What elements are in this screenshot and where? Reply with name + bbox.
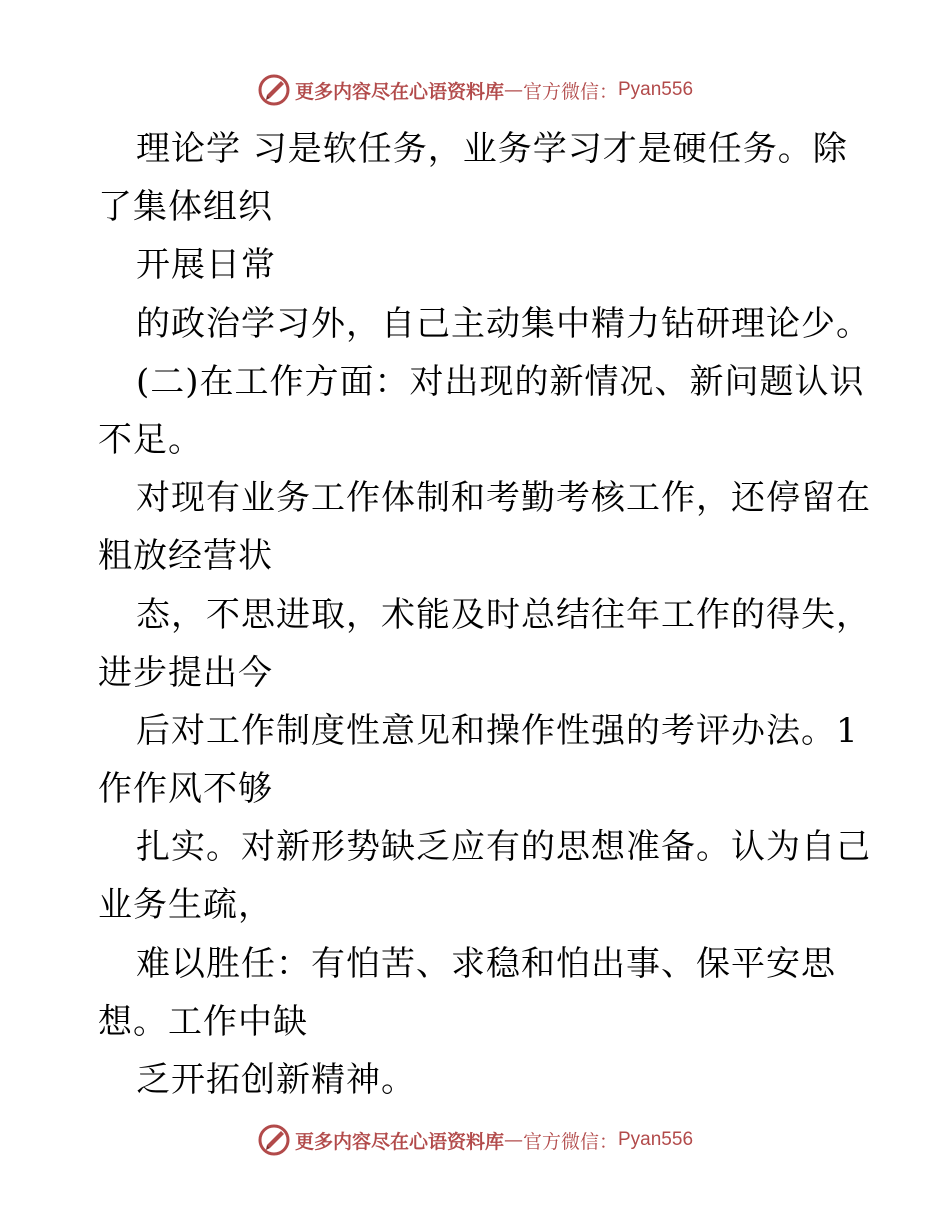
body-line: 乏开拓创新精神。 [136, 1060, 416, 1100]
banner-main-text: 更多内容尽在心语资料库 [294, 80, 504, 103]
body-line: 态，不思进取，术能及时总结往年工作的得失， [136, 594, 871, 635]
banner-separator: — [503, 1129, 523, 1151]
body-line: 后对工作制度性意见和操作性强的考评办法。1 [136, 710, 859, 751]
banner-wechat-label: 官方微信： [522, 1130, 618, 1153]
logo-icon [257, 73, 291, 107]
body-line: 扎实。对新形势缺乏应有的思想准备。认为自己 [136, 827, 871, 868]
body-line: 对现有业务工作体制和考勤考核工作，还停留在 [136, 478, 871, 519]
banner-main-text: 更多内容尽在心语资料库 [294, 1130, 504, 1153]
body-line: 的政治学习外，自己主动集中精力钻研理论少。 [136, 303, 871, 344]
banner-wechat-id: Pyan556 [618, 1129, 694, 1150]
body-line: 粗放经营状 [98, 536, 273, 577]
body-line: 进步提出今 [98, 652, 273, 693]
body-line: 理论学 习是软任务，业务学习才是硬任务。除 [136, 129, 848, 169]
body-line: (二)在工作方面：对出现的新情况、新问题认识 [136, 361, 865, 402]
body-line: 不足。 [98, 419, 203, 460]
body-line: 业务生疏， [98, 885, 273, 926]
body-line: 作作风不够 [98, 769, 273, 810]
logo-icon [257, 1123, 291, 1157]
body-line: 想。工作中缺 [98, 1001, 308, 1042]
banner-separator: — [503, 79, 523, 101]
header-banner [0, 70, 950, 110]
body-line: 了集体组织 [98, 187, 273, 228]
body-line: 难以胜任：有怕苦、求稳和怕出事、保平安思 [136, 943, 836, 984]
banner-wechat-id: Pyan556 [618, 79, 694, 100]
footer-banner [0, 1120, 950, 1160]
body-line: 开展日常 [136, 245, 276, 286]
banner-wechat-label: 官方微信： [522, 80, 618, 103]
document-body [98, 120, 871, 1109]
